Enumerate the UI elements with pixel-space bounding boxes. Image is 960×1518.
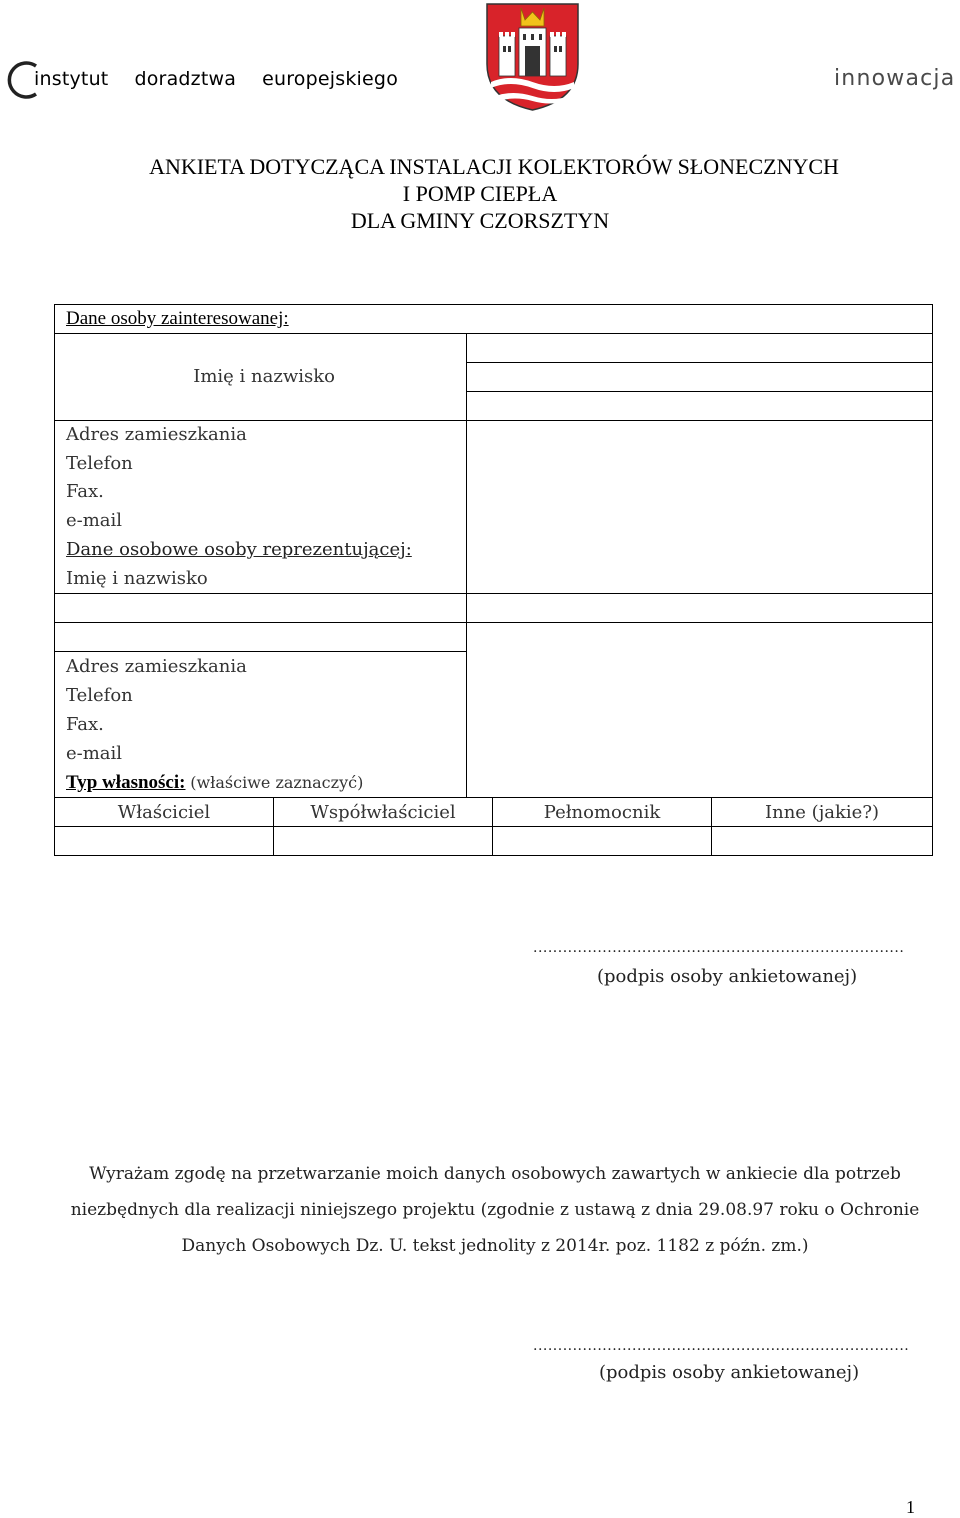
signature-caption-2: (podpis osoby ankietowanej) bbox=[599, 1362, 860, 1383]
logo-word-3: europejskiego bbox=[262, 68, 399, 90]
ownership-checkbox-owner[interactable] bbox=[55, 827, 274, 856]
logo-word-1: instytut bbox=[34, 68, 109, 90]
rep-name-input-cell-2[interactable] bbox=[467, 594, 933, 623]
consent-line-1: Wyrażam zgodę na przetwarzanie moich danych osobowych zawartych w ankiecie dla potrzeb bbox=[89, 1164, 901, 1184]
ownership-option-owner: Właściciel bbox=[55, 798, 274, 827]
ownership-option-other: Inne (jakie?) bbox=[712, 798, 933, 827]
rep-email-label: e-mail bbox=[66, 743, 123, 765]
rep-contact-labels-cell bbox=[55, 652, 467, 798]
rep-address-label: Adres zamieszkania bbox=[66, 656, 247, 678]
ownership-option-coowner: Współwłaściciel bbox=[274, 798, 493, 827]
logo-word-2: doradztwa bbox=[134, 68, 237, 90]
contact-input-cell[interactable] bbox=[467, 421, 933, 594]
consent-line-3: Danych Osobowych Dz. U. tekst jednolity z 2014r. poz. 1182 z późn. zm.) bbox=[181, 1236, 809, 1256]
page-number: 1 bbox=[906, 1497, 915, 1517]
rep-name-input-cell-1[interactable] bbox=[55, 594, 467, 623]
signature-caption-1: (podpis osoby ankietowanej) bbox=[597, 966, 858, 987]
innowacja-logo: innowacja bbox=[834, 66, 956, 91]
name-input-cell-2[interactable] bbox=[467, 363, 933, 392]
fax-label: Fax. bbox=[66, 481, 104, 503]
document-title bbox=[0, 153, 960, 234]
coat-of-arms-icon bbox=[485, 2, 580, 112]
title-line-2: I POMP CIEPŁA bbox=[402, 181, 558, 206]
survey-form-table bbox=[54, 304, 933, 856]
rep-fax-label: Fax. bbox=[66, 714, 104, 736]
section2-heading: Dane osobowe osoby reprezentującej: bbox=[66, 538, 412, 560]
name-input-cell-1[interactable] bbox=[467, 334, 933, 363]
phone-label: Telefon bbox=[66, 452, 133, 474]
rep-name-label: Imię i nazwisko bbox=[66, 567, 208, 589]
ownership-heading-line bbox=[55, 768, 466, 797]
ownership-checkbox-proxy[interactable] bbox=[493, 827, 712, 856]
contact-labels-cell bbox=[55, 421, 467, 594]
ownership-hint: (właściwe zaznaczyć) bbox=[190, 773, 364, 793]
rep-name-input-cell-3[interactable] bbox=[55, 623, 467, 652]
title-line-3: DLA GMINY CZORSZTYN bbox=[350, 208, 610, 233]
signature-line-1[interactable]: ........................................................................... bbox=[533, 940, 905, 956]
instytut-doradztwa-logo bbox=[2, 60, 402, 100]
consent-line-2: niezbędnych dla realizacji niniejszego projektu (zgodnie z ustawą z dnia 29.08.97 roku o Ochronie bbox=[70, 1200, 920, 1220]
ownership-heading: Typ własności: bbox=[66, 772, 186, 794]
ownership-option-proxy: Pełnomocnik bbox=[493, 798, 712, 827]
name-label: Imię i nazwisko bbox=[193, 366, 335, 387]
section1-heading: Dane osoby zainteresowanej: bbox=[66, 308, 289, 329]
title-line-1: ANKIETA DOTYCZĄCA INSTALACJI KOLEKTORÓW SŁONECZNYCH bbox=[149, 154, 839, 179]
name-input-cell-3[interactable] bbox=[467, 392, 933, 421]
ownership-checkbox-other[interactable] bbox=[712, 827, 933, 856]
section-heading-row bbox=[55, 305, 933, 334]
logo-wordmark bbox=[34, 68, 424, 90]
rep-phone-label: Telefon bbox=[66, 685, 133, 707]
ownership-checkbox-coowner[interactable] bbox=[274, 827, 493, 856]
consent-paragraph bbox=[60, 1156, 930, 1264]
email-label: e-mail bbox=[66, 510, 123, 532]
signature-line-2[interactable]: ............................................................................ bbox=[533, 1338, 910, 1354]
name-label-cell bbox=[55, 334, 467, 421]
address-label: Adres zamieszkania bbox=[66, 424, 247, 445]
rep-contact-input-cell[interactable] bbox=[467, 623, 933, 798]
